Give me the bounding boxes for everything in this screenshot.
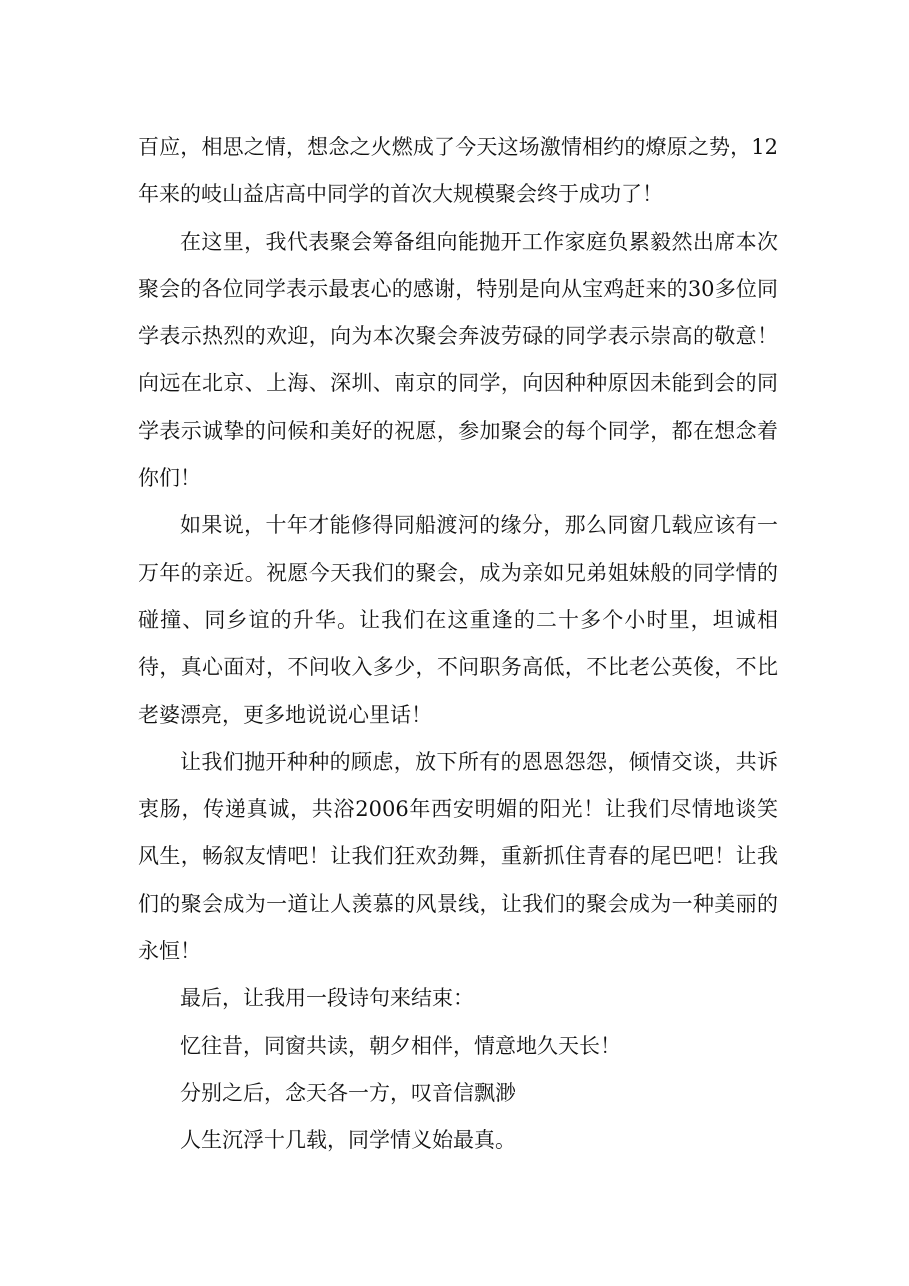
paragraph-closing-intro: 最后，让我用一段诗句来结束： [180,986,474,1011]
document-page [138,124,778,1165]
paragraph-wishes: 如果说，十年才能修得同船渡河的缘分，那么同窗几载应该有一万年的亲近。祝愿今天我们的聚会，成为亲如兄弟姐妹般的同学情的碰撞、同乡谊的升华。让我们在这重逢的二十多个小时里，坦诚相待，真心面对，不问收入多少，不问职务高低，不比老公英俊，不比老婆漂亮，更多地说说心里话！ [138,513,778,727]
paragraph-continuation: 百应，相思之情，想念之火燃成了今天这场激情相约的燎原之势，12年来的岐山益店高中同学的首次大规模聚会终于成功了！ [138,135,778,207]
verse-line-1: 忆往昔，同窗共读，朝夕相伴，情意地久天长！ [180,1033,621,1058]
paragraph-celebration: 让我们抛开种种的顾虑，放下所有的恩恩怨怨，倾情交谈，共诉衷肠，传递真诚，共浴2006年西安明媚的阳光！让我们尽情地谈笑风生，畅叙友情吧！让我们狂欢劲舞，重新抓住青春的尾巴吧！让我们的聚会成为一道让人羡慕的风景线，让我们的聚会成为一种美丽的永恒！ [138,749,778,964]
paragraph-thanks: 在这里，我代表聚会筹备组向能抛开工作家庭负累毅然出席本次聚会的各位同学表示最衷心的感谢，特别是向从宝鸡赶来的30多位同学表示热烈的欢迎，向为本次聚会奔波劳碌的同学表示崇高的敬意！向远在北京、上海、深圳、南京的同学，向因种种原因未能到会的同学表示诚挚的问候和美好的祝愿，参加聚会的每个同学，都在想念着你们！ [138,229,778,491]
verse-line-3: 人生沉浮十几载，同学情义始最真。 [180,1128,516,1153]
verse-line-2: 分别之后，念天各一方，叹音信飘渺 [180,1080,516,1105]
